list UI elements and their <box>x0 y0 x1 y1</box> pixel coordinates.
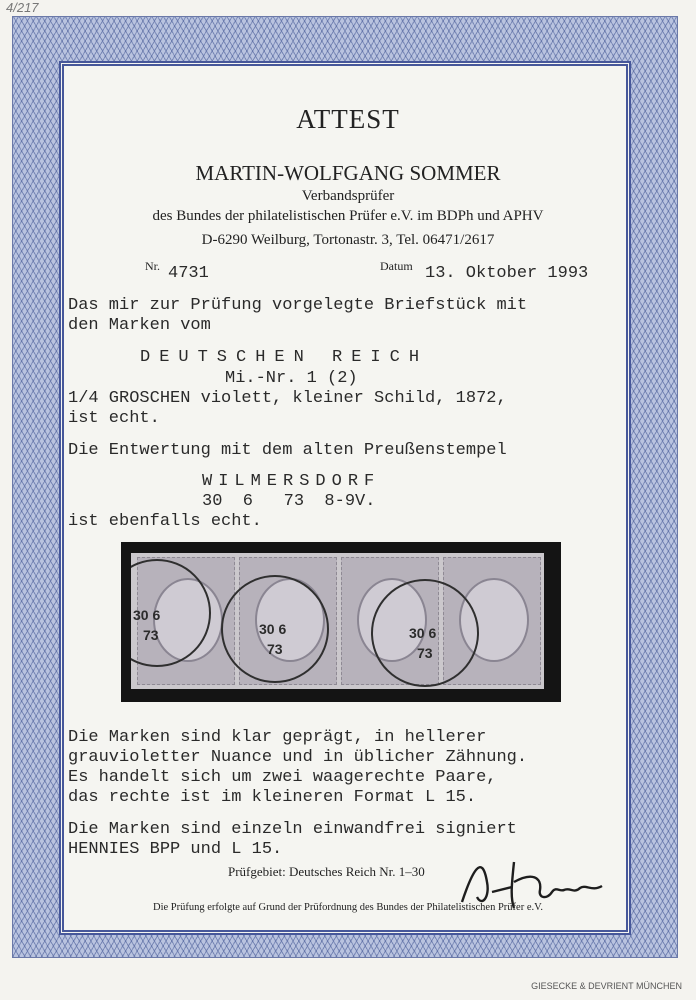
examiner-association: des Bundes der philatelistischen Prüfer e.V. im BDPh und APHV <box>152 208 544 224</box>
body-line: Die Marken sind einzeln einwandfrei signiert <box>68 820 517 839</box>
corner-pencil-note: 4/217 <box>6 0 39 15</box>
examiner-name: MARTIN-WOLFGANG SOMMER <box>195 161 501 185</box>
body-line: Es handelt sich um zwei waagerechte Paare, <box>68 768 497 787</box>
postmark-date: 30 6 73 8-9V. <box>202 492 376 511</box>
examiner-role: Verbandsprüfer <box>301 188 395 204</box>
postmark-town: WILMERSDORF <box>202 472 381 491</box>
date-label: Datum <box>380 259 413 273</box>
catalog-number: Mi.-Nr. 1 (2) <box>225 369 358 388</box>
examiner-address: D-6290 Weilburg, Tortonastr. 3, Tel. 06471/2617 <box>201 232 495 248</box>
printer-imprint: GIESECKE & DEVRIENT MÜNCHEN <box>531 981 682 991</box>
examination-scope: Prüfgebiet: Deutsches Reich Nr. 1–30 <box>228 864 425 879</box>
certificate-title: ATTEST <box>296 104 400 134</box>
stamp-photo: 30 6 73 30 6 73 30 6 73 <box>131 553 544 689</box>
legal-footnote: Die Prüfung erfolgte auf Grund der Prüfordnung des Bundes der Philatelistischen Prüfer e.V. <box>153 902 543 913</box>
body-line: Die Entwertung mit dem alten Preußenstempel <box>68 441 507 460</box>
body-line: das rechte ist im kleineren Format L 15. <box>68 788 477 807</box>
body-line: 1/4 GROSCHEN violett, kleiner Schild, 1872, <box>68 389 507 408</box>
issuing-country: DEUTSCHEN REICH <box>140 348 429 367</box>
certificate-date: 13. Oktober 1993 <box>425 264 589 283</box>
body-line: ist ebenfalls echt. <box>68 512 262 531</box>
body-line: den Marken vom <box>68 316 211 335</box>
certificate-number: 4731 <box>168 264 209 283</box>
body-line: Die Marken sind klar geprägt, in hellerer <box>68 728 487 747</box>
body-line: Das mir zur Prüfung vorgelegte Briefstück mit <box>68 296 528 315</box>
body-line: ist echt. <box>68 409 160 428</box>
nr-label: Nr. <box>145 259 160 273</box>
body-line: grauvioletter Nuance und in üblicher Zähnung. <box>68 748 528 767</box>
body-line: HENNIES BPP und L 15. <box>68 840 283 859</box>
